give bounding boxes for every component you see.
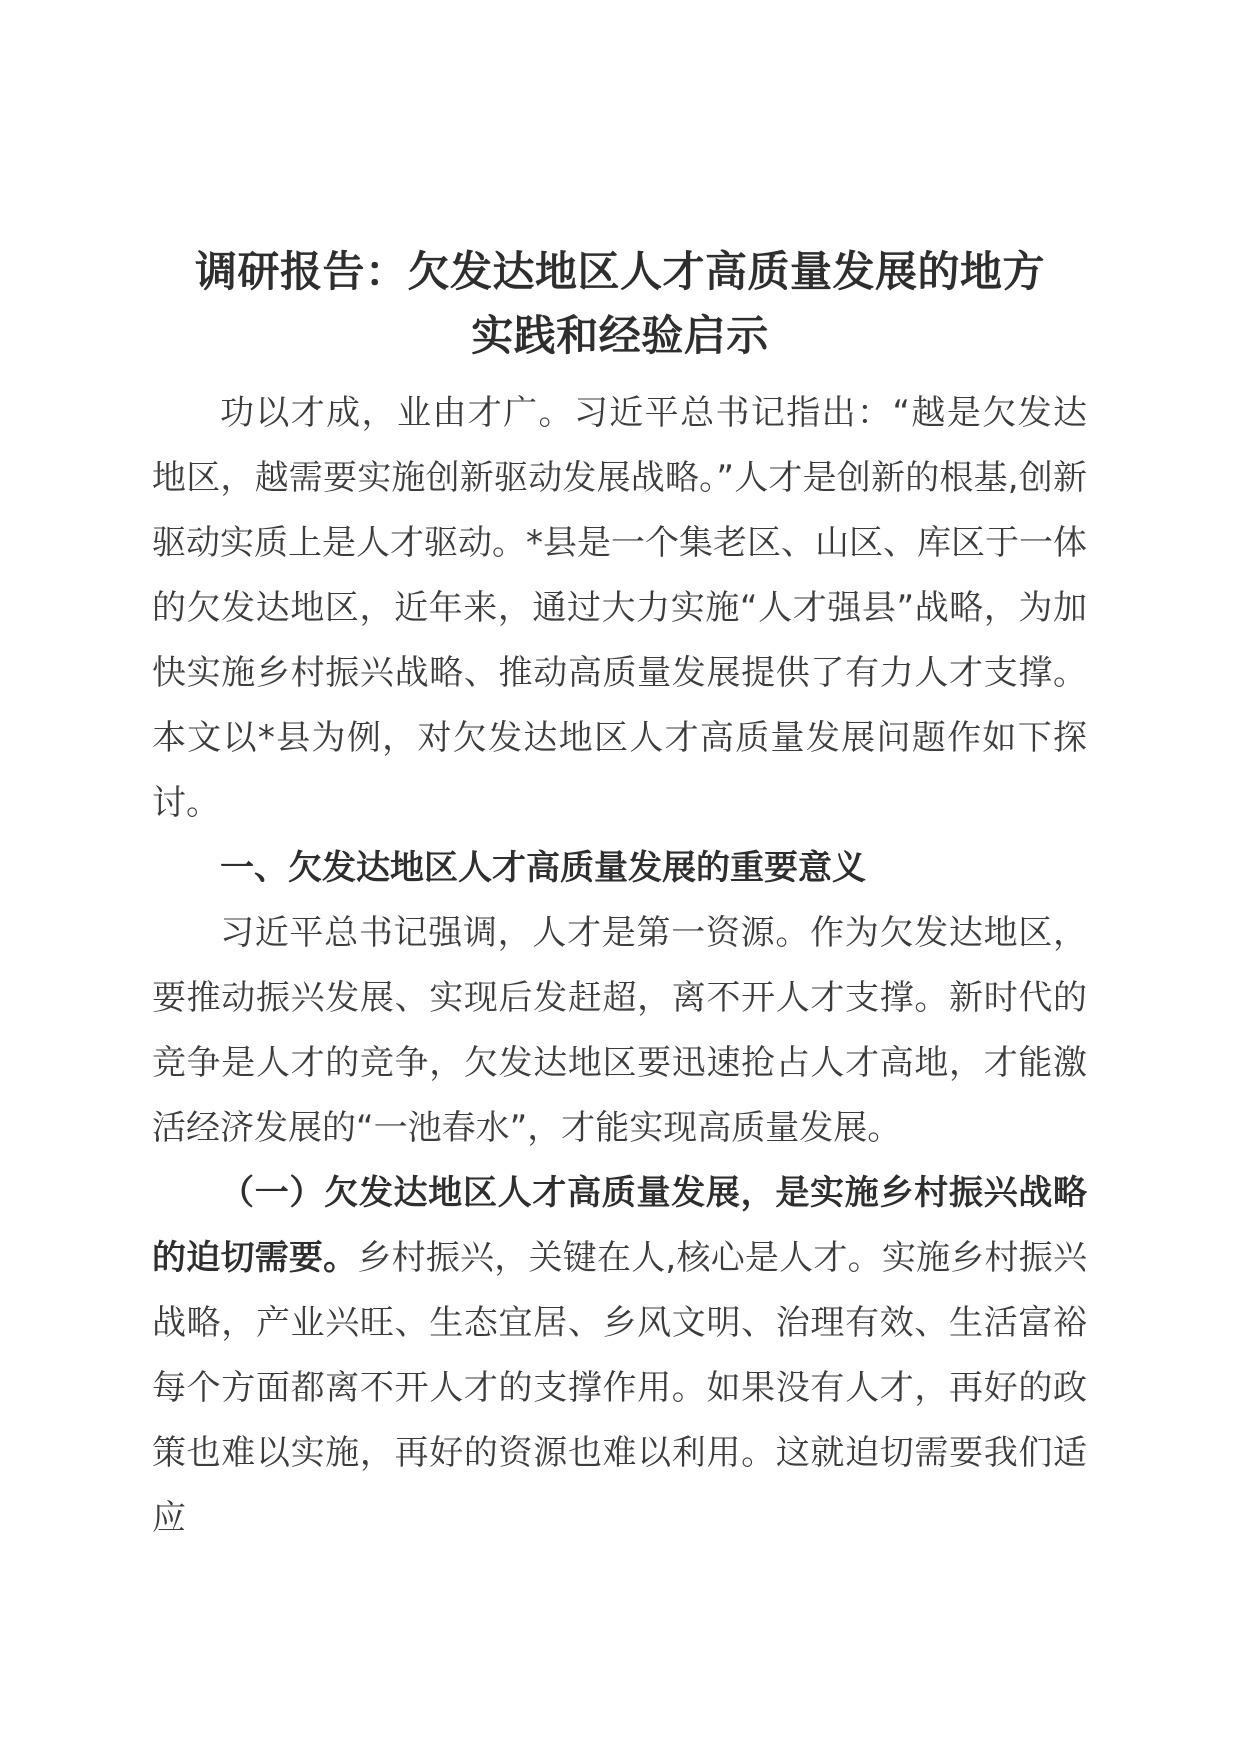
title-line-2: 实践和经验启示 — [471, 311, 769, 360]
title-line-1: 调研报告：欠发达地区人才高质量发展的地方 — [194, 247, 1045, 296]
section-heading: 一、欠发达地区人才高质量发展的重要意义 — [220, 848, 866, 888]
intro-paragraph: 功以才成，业由才广。习近平总书记指出：“越是欠发达地区，越需要实施创新驱动发展战略。”人才是创新的根基,创新驱动实质上是人才驱动。*县是一个集老区、山区、库区于一体的欠发达地区，近年来，通过大力实施“人才强县”战略，为加快实施乡村振兴战略、推动高质量发展提供了有力人才支撑。本文以*县为例，对欠发达地区人才高质量发展问题作如下探讨。 — [152, 393, 1087, 823]
subsection-paragraph — [152, 1161, 1087, 1551]
subsection-text: 乡村振兴，关键在人,核心是人才。实施乡村振兴战略，产业兴旺、生态宜居、乡风文明、治理有效、生活富裕每个方面都离不开人才的支撑作用。如果没有人才，再好的政策也难以实施，再好的资源也难以利用。这就迫切需要我们适应 — [152, 1238, 1087, 1538]
document-body — [152, 381, 1087, 1551]
subsection-heading: （一）欠发达地区人才高质量发展，是实施乡村振兴战略的迫切需要。 — [152, 1173, 1087, 1278]
significance-paragraph: 习近平总书记强调，人才是第一资源。作为欠发达地区，要推动振兴发展、实现后发赶超，离不开人才支撑。新时代的竞争是人才的竞争，欠发达地区要迅速抢占人才高地，才能激活经济发展的“一池春水”，才能实现高质量发展。 — [152, 913, 1087, 1148]
document-title — [150, 240, 1090, 368]
